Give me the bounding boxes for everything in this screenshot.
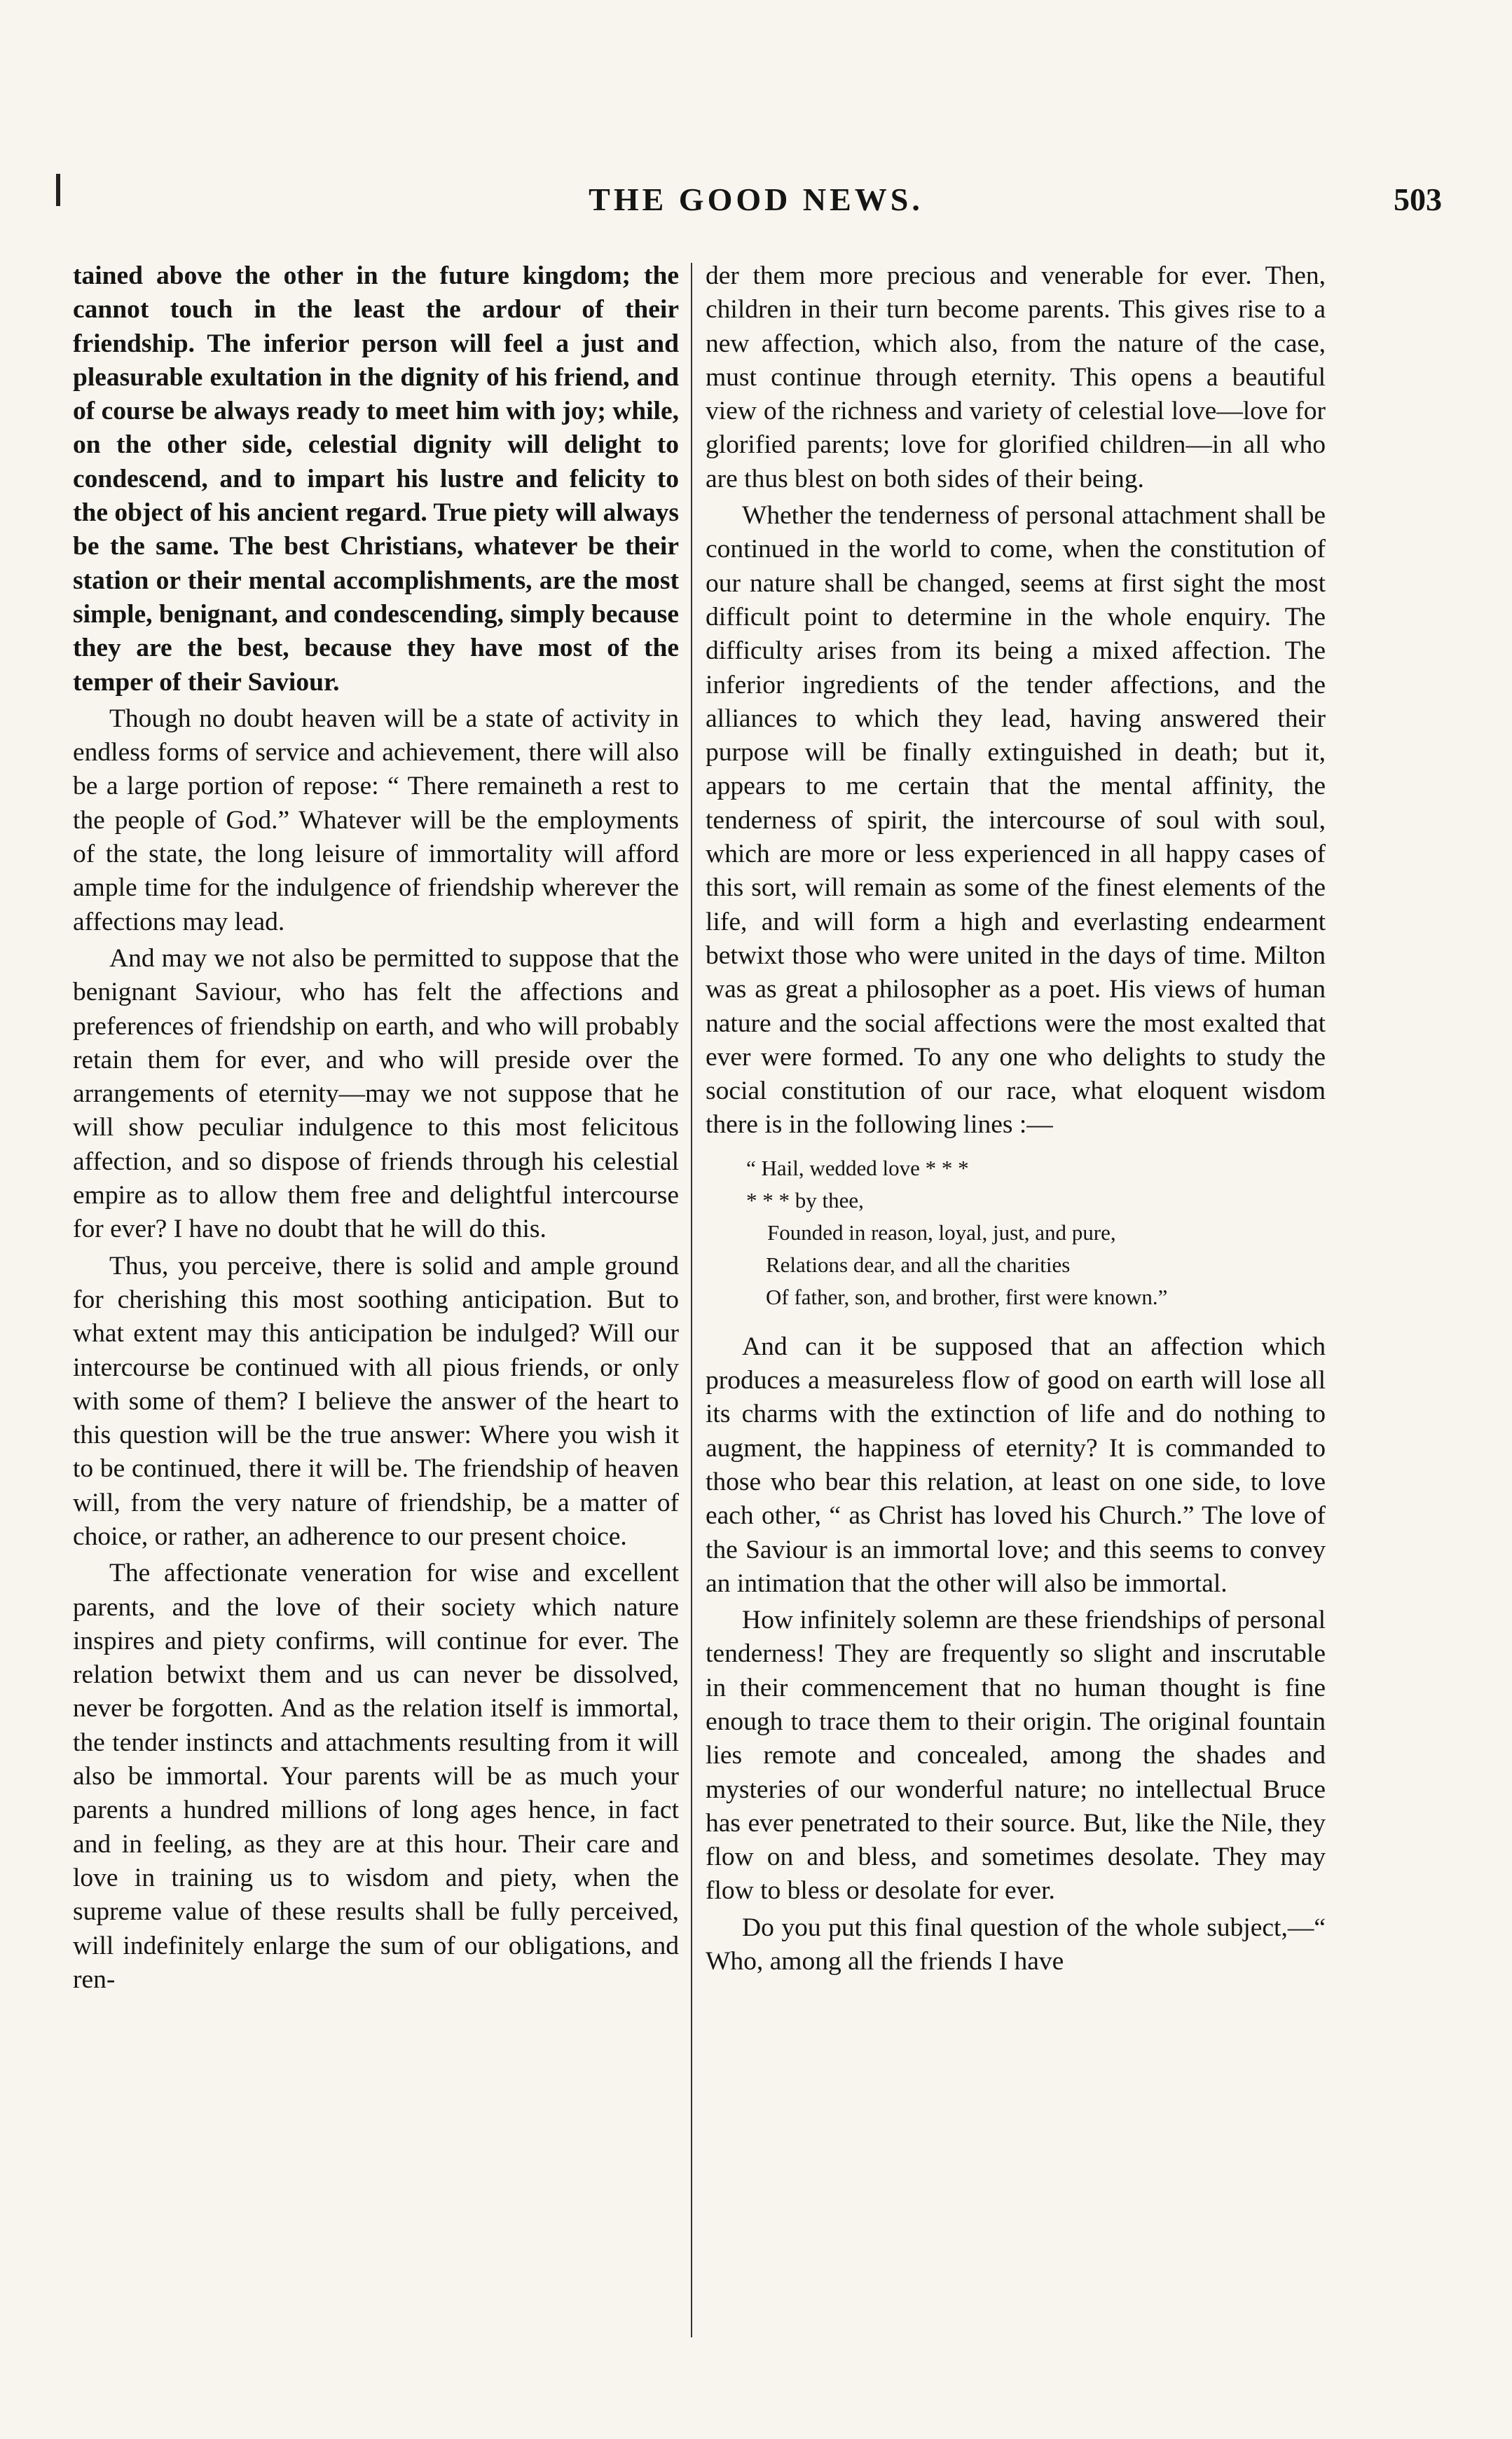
poem-line: * * * by thee, [746, 1187, 864, 1212]
page-number: 503 [1394, 182, 1442, 217]
running-header [56, 181, 1456, 230]
poem-line: Founded in reason, loyal, just, and pure, [767, 1220, 1116, 1245]
paragraph: der them more precious and venerable for ever. Then, children in their turn become parents. This gives rise to a new affection, which also, from the nature of the case, must continue through eternity. This opens a beautiful view of the richness and variety of celestial love—love for glorified parents; love for glorified children—in all who are thus blest on both sides of their being. [706, 261, 1326, 493]
paragraph: The affectionate veneration for wise and excellent parents, and the love of their society which nature inspires and piety confirms, will continue for ever. The relation betwixt them and us can never be dissolved, never be forgotten. And as the relation itself is immortal, the tender instincts and attachments resulting from it will also be immortal. Your parents will be as much your parents a hundred millions of long ages hence, in fact and in feeling, as they are at this hour. Their care and love in training us to wisdom and piety, when the supreme value of these results shall be fully perceived, will indefinitely enlarge the sum of our obligations, and ren- [73, 1559, 679, 1994]
left-column [73, 259, 679, 1997]
paragraph: How infinitely solemn are these friendships of personal tenderness! They are frequently so slight and inscrutable in their commencement that no human thought is fine enough to trace them to their origin. The original fountain lies remote and concealed, among the shades and mysteries of our wonderful nature; no intellectual Bruce has ever penetrated to their source. But, like the Nile, they flow on and bless, and sometimes desolate. They may flow to bless or desolate for ever. [706, 1606, 1326, 1906]
right-column [706, 259, 1326, 1979]
paragraph: Thus, you perceive, there is solid and ample ground for cherishing this most soothing anticipation. But to what extent may this anticipation be indulged? Will our intercourse be continued with all pious friends, or only with some of them? I believe the answer of the heart to this question will be the true answer: Where you wish it to be continued, there it will be. The friendship of heaven will, from the very nature of friendship, be a matter of choice, or rather, an adherence to our present choice. [73, 1251, 679, 1551]
paragraph: Though no doubt heaven will be a state of activity in endless forms of service and achievement, there will also be a large portion of repose: “ There remaineth a rest to the people of God.” Whatever will be the employments of the state, the long leisure of immortality will afford ample time for the indulgence of friendship wherever the affections may lead. [73, 704, 679, 936]
poem-line: “ Hail, wedded love * * * [746, 1155, 969, 1180]
column-divider [691, 263, 692, 2337]
paragraph: Whether the tenderness of personal attachment shall be continued in the world to come, when the constitution of our nature shall be changed, seems at first sight the most difficult point to determine in the whole enquiry. The difficulty arises from its being a mixed affection. The inferior ingredients of the tender affections, and the alliances to which they lead, having answered their purpose will be finally extinguished in death; but it, appears to me certain that the mental affinity, the tenderness of spirit, the intercourse of soul with soul, which are more or less experienced in all happy cases of this sort, will remain as some of the finest elements of the life, and will form a high and everlasting endearment betwixt those who were united in the days of time. Milton was as great a philosopher as a poet. His views of human nature and the social affections were the most exalted that ever were formed. To any one who delights to study the social constitution of our race, what eloquent wisdom there is in the following lines :— [706, 501, 1326, 1140]
paragraph: Do you put this final question of the whole subject,—“ Who, among all the friends I have [706, 1913, 1326, 1976]
paragraph: And may we not also be permitted to suppose that the benignant Saviour, who has felt the affections and preferences of friendship on earth, and who will probably retain them for ever, and who will preside over the arrangements of eternity—may we not suppose that he will show peculiar indulgence to this most felicitous affection, and so dispose of friends through his celestial empire as to allow them free and delightful intercourse for ever? I have no doubt that he will do this. [73, 943, 679, 1244]
poem-line: Of father, son, and brother, first were known.” [766, 1284, 1168, 1309]
paragraph: tained above the other in the future kingdom; the cannot touch in the least the ardour of their friendship. The inferior person will feel a just and pleasurable exultation in the dignity of his friend, and of course be always ready to meet him with joy; while, on the other side, celestial dignity will delight to condescend, and to impart his lustre and felicity to the object of his ancient regard. True piety will always be the same. The best Christians, whatever be their station or their mental accomplishments, are the most simple, benignant, and condescending, simply because they are the best, because they have most of the temper of their Saviour. [73, 261, 679, 697]
journal-title: THE GOOD NEWS. [589, 182, 923, 217]
paragraph: And can it be supposed that an affection which produces a measureless flow of good on earth will lose all its charms with the extinction of life and do nothing to augment, the happiness of eternity? It is commanded to those who bear this relation, at least on one side, to love each other, “ as Christ has loved his Church.” The love of the Saviour is an immortal love; and this seems to convey an intimation that the other will also be immortal. [706, 1332, 1326, 1598]
poem-line: Relations dear, and all the charities [766, 1252, 1071, 1277]
poem-quotation [706, 1152, 1326, 1313]
